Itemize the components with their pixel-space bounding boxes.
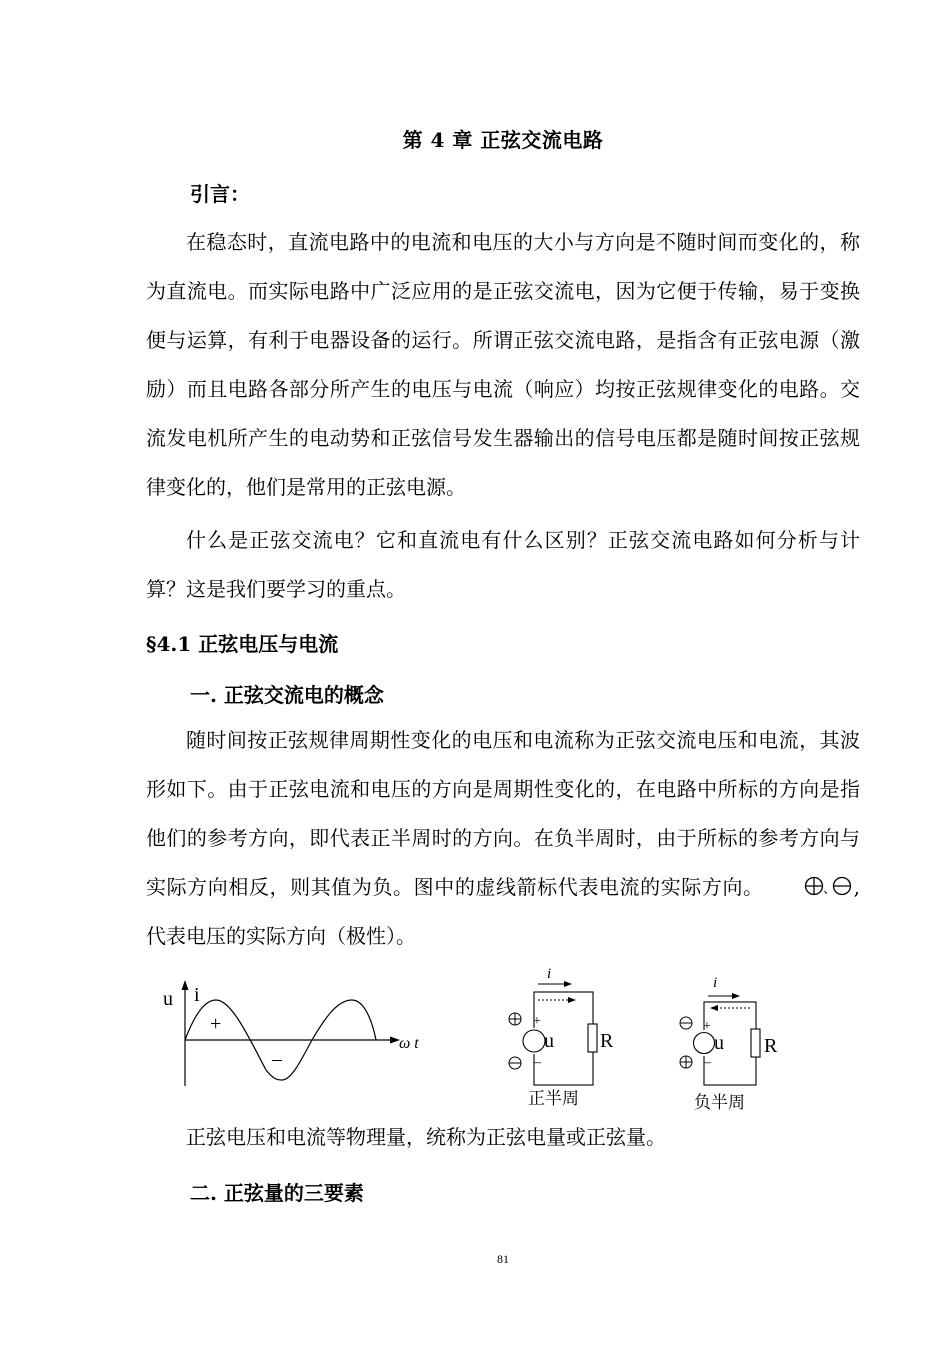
source-minus: – [534, 1055, 541, 1070]
negative-half-circuit-figure [672, 968, 802, 1118]
reference-arrow-head [564, 981, 572, 987]
voltage-source [694, 1033, 715, 1054]
current-label: i [547, 966, 552, 982]
negative-half-label: – [272, 1048, 282, 1070]
resistor [588, 1024, 597, 1052]
intro-paragraph-2: 什么是正弦交流电？它和直流电有什么区别？正弦交流电路如何分析与计算？这是我们要学习的重点。 [146, 528, 860, 601]
circled-plus-icon [509, 1013, 521, 1025]
figure-caption: 负半周 [694, 1093, 745, 1112]
voltage-source [523, 1030, 545, 1052]
source-plus: + [703, 1019, 711, 1034]
svg-text:、: 、 [822, 881, 836, 896]
resistor-label: R [600, 1030, 614, 1052]
circled-plus-icon [805, 878, 822, 895]
chapter-title: 第 4 章 正弦交流电路 [402, 128, 604, 152]
figure-caption: 正半周 [528, 1089, 579, 1108]
source-label: u [714, 1032, 724, 1054]
subsection-2-title: 二. 正弦量的三要素 [190, 1181, 364, 1205]
subsection-1-text: 随时间按正弦规律周期性变化的电压和电流称为正弦交流电压和电流，其波形如下。由于正弦电流和电压的方向是周期性变化的，在电路中所标的方向是指他们的参考方向，即代表正半周时的方向。在负半周时，由于所标的参考方向与实际方向相反，则其值为负。图中的虚线箭标代表电流的实际方向。 [146, 728, 860, 899]
source-minus: – [704, 1055, 711, 1070]
subsection-1-paragraph [146, 716, 860, 961]
y-label-i: i [194, 984, 200, 1006]
current-label: i [713, 975, 718, 991]
circled-minus-icon [833, 878, 850, 895]
subsection-1-summary: 正弦电压和电流等物理量，统称为正弦电量或正弦量。 [186, 1125, 666, 1149]
circled-minus-icon [680, 1017, 692, 1029]
reference-arrow-head [732, 993, 740, 999]
y-axis-arrow [182, 980, 189, 990]
actual-current-arrow-head [710, 1005, 718, 1011]
page-number: 81 [497, 1252, 509, 1266]
polarity-symbols [764, 863, 854, 912]
resistor [751, 1029, 760, 1057]
subsection-1-title: 一. 正弦交流电的概念 [190, 683, 384, 707]
resistor-label: R [764, 1035, 778, 1057]
intro-label: 引言： [190, 182, 250, 206]
circled-plus-icon [680, 1056, 692, 1068]
subsection-1-text-tail: , 代表电压的实际方向（极性）。 [146, 875, 860, 948]
intro-paragraph-1: 在稳态时，直流电路中的电流和电压的大小与方向是不随时间而变化的，称为直流电。而实际电路中广泛应用的是正弦交流电，因为它便于传输，易于变换便与运算，有利于电器设备的运行。所谓正弦交流电路，是指含有正弦电源（激励）而且电路各部分所产生的电压与电流（响应）均按正弦规律变化的电路。交流发电机所产生的电动势和正弦信号发生器输出的信号电压都是随时间按正弦规律变化的，他们是常用的正弦电源。 [146, 230, 860, 499]
positive-half-circuit-figure [502, 962, 632, 1114]
source-plus: + [533, 1014, 541, 1029]
sine-waveform-figure [160, 978, 432, 1090]
y-label-u: u [163, 988, 173, 1010]
circled-minus-icon [509, 1057, 521, 1069]
actual-current-arrow-head [568, 997, 576, 1003]
x-label-omega-t: ω t [399, 1035, 419, 1052]
source-label: u [544, 1030, 554, 1052]
positive-half-label: + [210, 1013, 222, 1035]
section-title: §4.1 正弦电压与电流 [146, 632, 339, 656]
